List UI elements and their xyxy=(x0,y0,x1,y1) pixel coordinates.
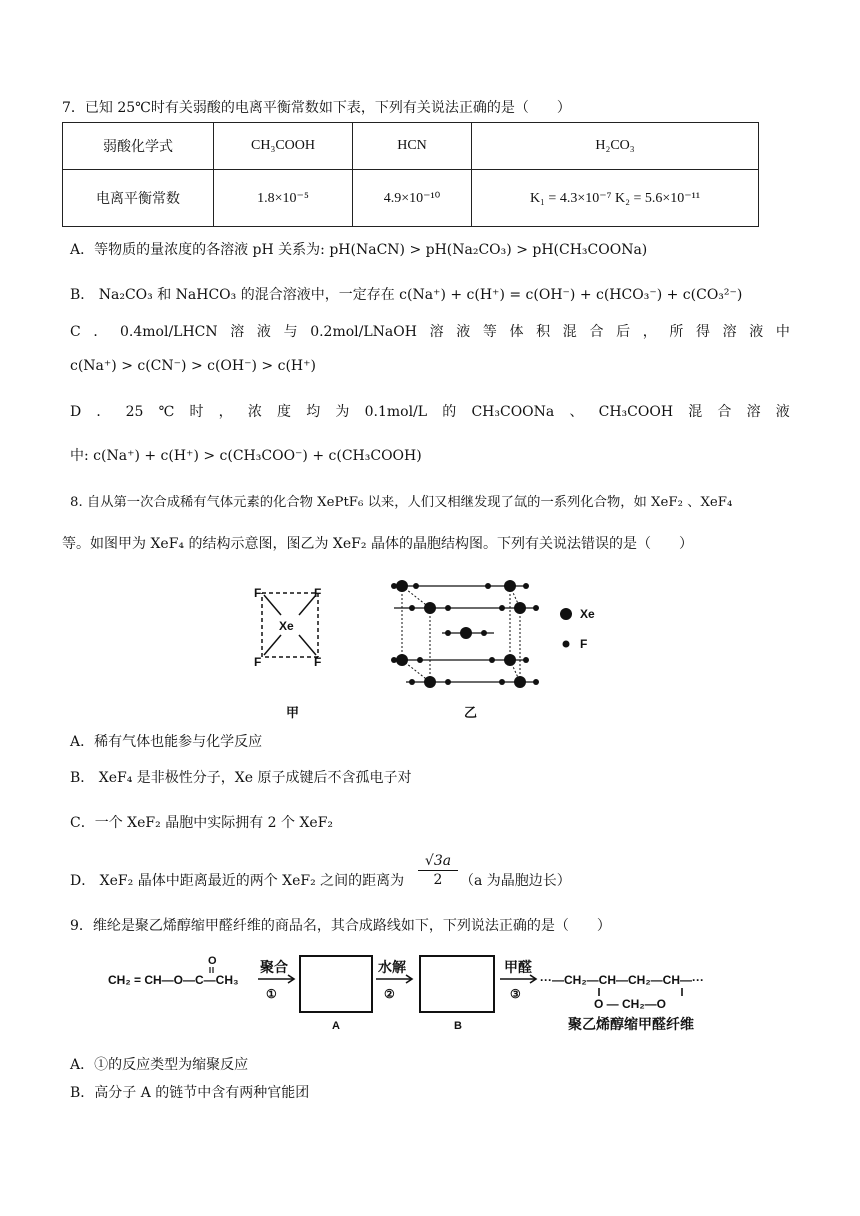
step1-number: ① xyxy=(266,987,277,1001)
q8-option-a: A．稀有气体也能参与化学反应 xyxy=(70,734,263,750)
table-row xyxy=(63,170,759,227)
c-token: 溶 xyxy=(429,324,444,340)
c-token: C xyxy=(70,324,81,340)
d-token: 浓 xyxy=(247,404,262,420)
fraction xyxy=(418,852,458,889)
d-token: D xyxy=(70,404,82,420)
figure-b-caption: 乙 xyxy=(464,706,478,721)
c-token: 0.2mol/LNaOH xyxy=(310,324,417,340)
c-token: 0.4mol/LHCN xyxy=(120,324,218,340)
table-row xyxy=(63,123,759,170)
acid-h2co3: H₂CO₃ xyxy=(472,123,759,170)
f-atom-label: F xyxy=(314,586,322,600)
product-ring: O — CH₂—O xyxy=(594,997,666,1011)
d-token: 混 xyxy=(688,404,703,420)
vinylon-synthesis-scheme xyxy=(108,952,748,1034)
d-token: 、 xyxy=(569,404,584,420)
c-token: 液 xyxy=(749,324,764,340)
q7-option-b: B． Na₂CO₃ 和 NaHCO₃ 的混合溶液中，一定存在 c(Na⁺) + c(H⁺) = c(OH⁻) + c(HCO₃⁻) + c(CO₃²⁻) xyxy=(70,287,743,303)
carbonyl-o: O xyxy=(208,955,217,967)
c-token: 溶 xyxy=(722,324,737,340)
c-token: 液 xyxy=(256,324,271,340)
d-token: ． xyxy=(96,404,111,420)
acid-hcn: HCN xyxy=(353,123,472,170)
d-token: 25 xyxy=(125,404,144,420)
step1-label: 聚合 xyxy=(260,959,288,975)
ka-h2co3: K₁ = 4.3×10⁻⁷ K₂ = 5.6×10⁻¹¹ xyxy=(472,170,759,227)
q7-option-d-line2: 中: c(Na⁺) + c(H⁺) > c(CH₃COO⁻) + c(CH₃COOH) xyxy=(70,448,422,464)
c-token: 体 xyxy=(509,324,524,340)
box-a-label: A xyxy=(332,1020,340,1032)
q8-option-d-prefix: D． XeF₂ 晶体中距离最近的两个 XeF₂ 之间的距离为 xyxy=(70,873,405,889)
acid-ch3cooh: CH₃COOH xyxy=(214,123,353,170)
f-atom-label: F xyxy=(254,655,262,669)
c-token: 积 xyxy=(536,324,551,340)
q7-stem: 7．已知 25℃时有关弱酸的电离平衡常数如下表，下列有关说法正确的是（ ） xyxy=(62,100,571,116)
d-token: 合 xyxy=(717,404,732,420)
d-token: 均 xyxy=(306,404,321,420)
c-token: 液 xyxy=(456,324,471,340)
d-token: 度 xyxy=(277,404,292,420)
q8-stem-line2: 等。如图甲为 XeF₄ 的结构示意图，图乙为 XeF₂ 晶体的晶胞结构图。下列有关说法错误的是（ ） xyxy=(62,536,693,552)
xef4-structure-figure xyxy=(248,580,332,670)
product-name: 聚乙烯醇缩甲醛纤维 xyxy=(568,1016,694,1032)
c-token: ， xyxy=(642,324,657,340)
c-token: 溶 xyxy=(230,324,245,340)
d-token: 液 xyxy=(775,404,790,420)
d-token: 0.1mol/L xyxy=(364,404,428,420)
q7-option-c-line2: c(Na⁺) > c(CN⁻) > c(OH⁻) > c(H⁺) xyxy=(70,358,316,374)
ka-ch3cooh: 1.8×10⁻⁵ xyxy=(214,170,353,227)
box-b-label: B xyxy=(454,1020,462,1032)
fraction-numerator: √3a xyxy=(418,852,458,871)
c-token: 得 xyxy=(696,324,710,340)
reactant-formula: CH₂ = CH—O—C—CH₃ xyxy=(108,973,239,987)
c-token: 中 xyxy=(775,324,790,340)
legend-f-label: F xyxy=(580,637,588,651)
d-token: 溶 xyxy=(746,404,761,420)
q8-option-d-suffix: （a 为晶胞边长） xyxy=(460,873,571,889)
q8-option-c: C．一个 XeF₂ 晶胞中实际拥有 2 个 XeF₂ xyxy=(70,815,334,831)
c-token: 后 xyxy=(616,324,631,340)
d-token: 为 xyxy=(335,404,350,420)
q7-option-d-line1 xyxy=(70,402,790,422)
product-chain: ···—CH₂—CH—CH₂—CH—··· xyxy=(540,973,704,987)
xef2-unit-cell-figure xyxy=(390,572,640,692)
d-token: 的 xyxy=(442,404,457,420)
step2-number: ② xyxy=(384,987,395,1001)
legend-xe-dot xyxy=(560,608,572,620)
c-token: 所 xyxy=(669,324,684,340)
row-label: 电离平衡常数 xyxy=(63,170,214,227)
q7-option-a: A．等物质的量浓度的各溶液 pH 关系为: pH(NaCN) > pH(Na₂CO₃) > pH(CH₃COONa) xyxy=(70,242,648,258)
c-token: 等 xyxy=(482,324,497,340)
q9-option-a: A．①的反应类型为缩聚反应 xyxy=(70,1057,249,1073)
q9-option-b: B．高分子 A 的链节中含有两种官能团 xyxy=(70,1085,310,1101)
figure-a-caption: 甲 xyxy=(286,706,300,721)
q9-stem: 9．维纶是聚乙烯醇缩甲醛纤维的商品名，其合成路线如下，下列说法正确的是（ ） xyxy=(70,918,611,934)
q7-option-c-line1 xyxy=(70,322,790,342)
c-token: 混 xyxy=(562,324,577,340)
step3-label: 甲醛 xyxy=(504,959,532,975)
q8-option-b: B． XeF₄ 是非极性分子，Xe 原子成键后不含孤电子对 xyxy=(70,770,412,786)
step3-number: ③ xyxy=(510,987,521,1001)
f-atom-label: F xyxy=(254,586,262,600)
q8-stem-line1: 8. 自从第一次合成稀有气体元素的化合物 XePtF₆ 以来，人们又相继发现了氙的一系列化合物，如 XeF₂ 、XeF₄ xyxy=(70,495,733,510)
c-token: ． xyxy=(93,324,108,340)
atom-group xyxy=(391,580,572,688)
fraction-denominator: 2 xyxy=(433,872,443,888)
f-atom-label: F xyxy=(314,655,322,669)
header-label: 弱酸化学式 xyxy=(63,123,214,170)
d-token: 时 xyxy=(189,404,204,420)
d-token: ℃ xyxy=(158,404,175,420)
ka-hcn: 4.9×10⁻¹⁰ xyxy=(353,170,472,227)
c-token: 与 xyxy=(283,324,298,340)
d-token: CH₃COONa xyxy=(471,404,555,420)
legend-f-dot xyxy=(563,641,570,648)
d-token: CH₃COOH xyxy=(598,404,674,420)
acid-constant-table xyxy=(62,122,759,227)
c-token: 合 xyxy=(589,324,604,340)
xe-atom-label: Xe xyxy=(279,619,294,633)
d-token: ， xyxy=(218,404,233,420)
legend-xe-label: Xe xyxy=(580,607,595,621)
step2-label: 水解 xyxy=(378,959,406,975)
